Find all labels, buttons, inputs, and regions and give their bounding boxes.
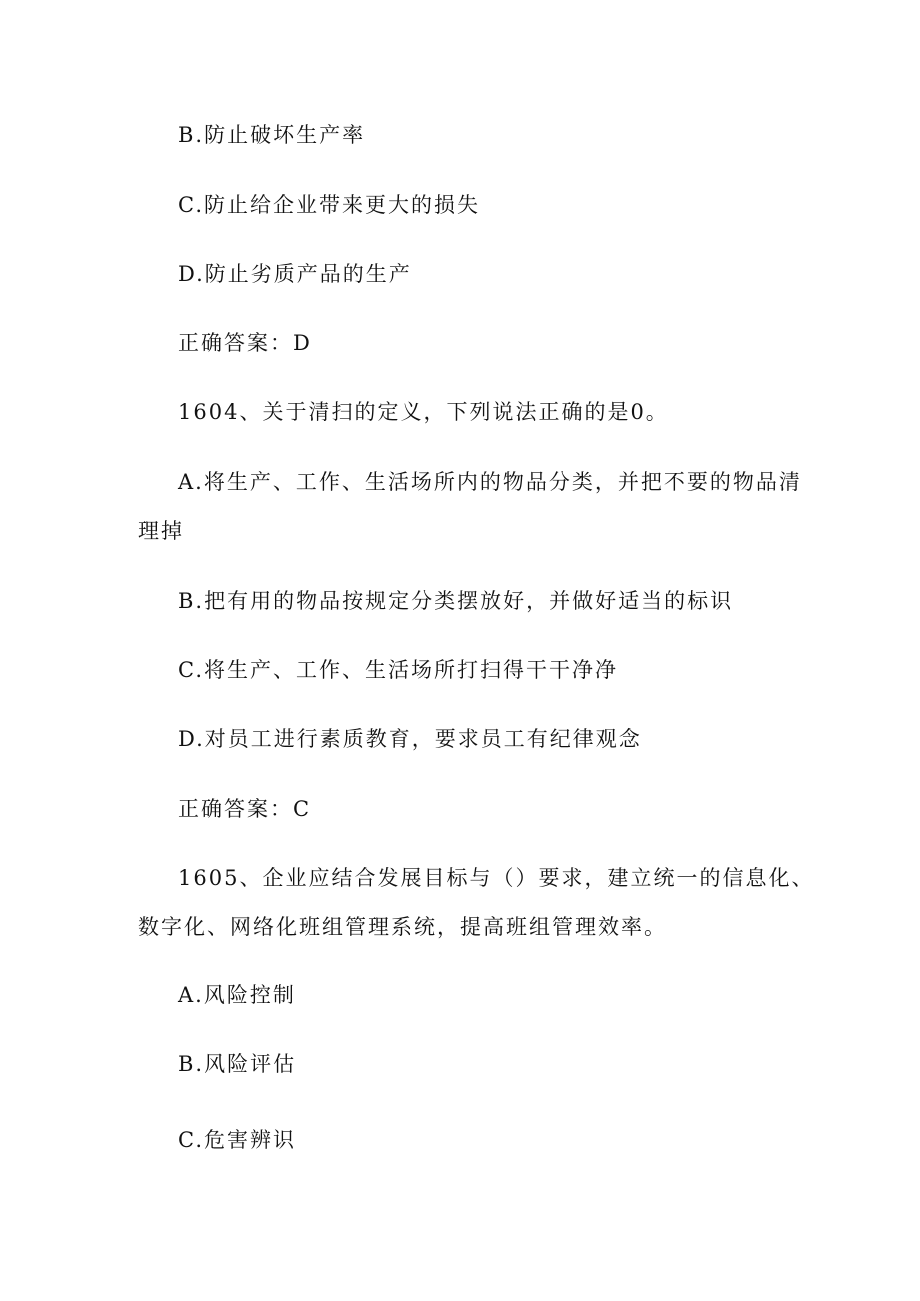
q1604-option-a-line1: A.将生产、工作、生活场所内的物品分类，并把不要的物品清: [178, 470, 802, 494]
q1605-option-c: C.危害辨识: [178, 1128, 296, 1152]
q1605-option-b: B.风险评估: [178, 1052, 297, 1076]
q1603-answer: 正确答案：D: [178, 331, 312, 355]
q1603-option-c: C.防止给企业带来更大的损失: [178, 193, 480, 217]
q1604-question: 1604、关于清扫的定义，下列说法正确的是0。: [178, 400, 669, 424]
q1604-answer: 正确答案：C: [178, 797, 312, 821]
q1603-option-d: D.防止劣质产品的生产: [178, 262, 412, 286]
q1604-option-a-line2: 理掉: [138, 519, 184, 543]
q1604-option-c: C.将生产、工作、生活场所打扫得干干净净: [178, 658, 618, 682]
q1604-option-d: D.对员工进行素质教育，要求员工有纪律观念: [178, 727, 642, 751]
q1605-option-a: A.风险控制: [178, 983, 296, 1007]
q1603-option-b: B.防止破坏生产率: [178, 123, 366, 147]
q1605-question-line1: 1605、企业应结合发展目标与（）要求，建立统一的信息化、: [178, 866, 815, 890]
q1604-option-b: B.把有用的物品按规定分类摆放好，并做好适当的标识: [178, 589, 734, 613]
q1605-question-line2: 数字化、网络化班组管理系统，提高班组管理效率。: [138, 915, 667, 939]
